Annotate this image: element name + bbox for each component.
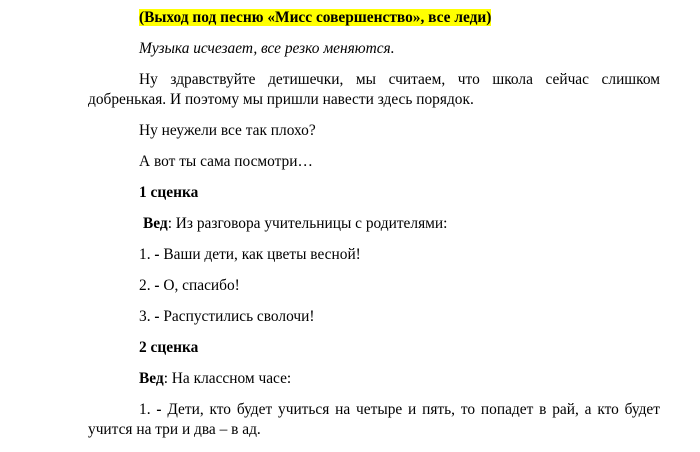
line-text: Ваши дети, как цветы весной! — [163, 246, 361, 263]
stage-direction-music: Музыка исчезает, все резко меняются. — [139, 40, 395, 57]
paragraph-question: Ну неужели все так плохо? — [139, 122, 316, 139]
line-dash: - — [150, 277, 164, 294]
stage-direction-heading — [88, 8, 660, 28]
scene-1-line-1 — [88, 245, 660, 265]
line-number: 3. — [139, 308, 151, 325]
scene-2-line-1 — [88, 400, 660, 440]
scene-2-title: 2 сценка — [139, 339, 199, 356]
scene-2-intro — [88, 369, 660, 389]
scene-2-speaker: Вед — [139, 370, 164, 387]
scene-1-line-3 — [88, 307, 660, 327]
line-text: Дети, кто будет учиться на четыре и пять, то попадет в рай, а кто будет учится на три и два – в ад. — [88, 401, 660, 438]
scene-1-intro-text: : Из разговора учительницы с родителями: — [167, 215, 448, 232]
line-dash: - — [150, 401, 168, 418]
paragraph-look: А вот ты сама посмотри… — [139, 153, 313, 170]
line-number: 1. — [139, 246, 151, 263]
scene-2-intro-text: : На классном часе: — [163, 370, 292, 387]
scene-1-intro — [88, 214, 660, 234]
line-dash: - — [150, 308, 164, 325]
document-page — [88, 8, 660, 440]
scene-1-line-2 — [88, 276, 660, 296]
scene-1-title: 1 сценка — [139, 184, 199, 201]
line-text: О, спасибо! — [163, 277, 240, 294]
paragraph-greeting: Ну здравствуйте детишечки, мы считаем, что школа сейчас слишком добренькая. И поэтому мы пришли навести здесь порядок. — [88, 71, 660, 108]
line-number: 1. — [139, 401, 151, 418]
highlighted-stage-direction: (Выход под песню «Мисс совершенство», все леди) — [139, 9, 492, 26]
scene-1-speaker: Вед — [143, 215, 168, 232]
line-number: 2. — [139, 277, 151, 294]
line-dash: - — [150, 246, 164, 263]
line-text: Распустились сволочи! — [163, 308, 315, 325]
